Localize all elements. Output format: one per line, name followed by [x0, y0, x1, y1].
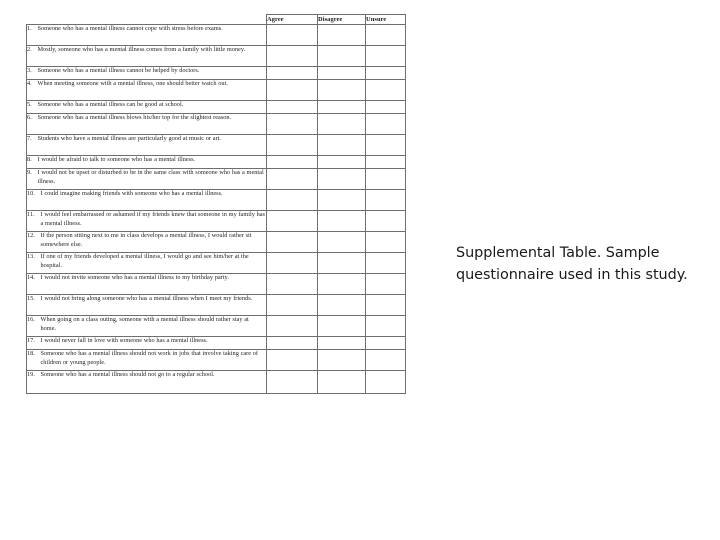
answer-cell-agree[interactable] [267, 274, 318, 295]
item-statement: Someone who has a mental illness cannot be helped by doctors. [37, 67, 200, 74]
answer-cell-disagree[interactable] [318, 190, 366, 211]
answer-cell-unsure[interactable] [366, 253, 406, 274]
answer-cell-agree[interactable] [267, 371, 318, 394]
answer-cell-agree[interactable] [267, 25, 318, 46]
item-number: 9. [27, 169, 32, 176]
answer-cell-unsure[interactable] [366, 114, 406, 135]
answer-cell-disagree[interactable] [318, 350, 366, 371]
answer-cell-agree[interactable] [267, 67, 318, 80]
questionnaire-item-cell [27, 274, 267, 295]
answer-cell-unsure[interactable] [366, 169, 406, 190]
answer-cell-disagree[interactable] [318, 371, 366, 394]
item-statement: Someone who has a mental illness should not go to a regular school. [40, 371, 215, 378]
item-statement: I could imagine making friends with someone who has a mental illness. [40, 190, 223, 197]
answer-cell-agree[interactable] [267, 190, 318, 211]
table-row [27, 80, 406, 101]
questionnaire-item-cell [27, 371, 267, 394]
questionnaire-item-cell [27, 25, 267, 46]
table-row [27, 316, 406, 337]
answer-cell-agree[interactable] [267, 337, 318, 350]
item-statement: Someone who has a mental illness blows his/her top for the slightest reason. [37, 114, 232, 121]
table-row [27, 135, 406, 156]
item-number: 16. [27, 316, 35, 323]
table-row [27, 190, 406, 211]
answer-cell-disagree[interactable] [318, 316, 366, 337]
answer-cell-agree[interactable] [267, 156, 318, 169]
questionnaire-item-cell [27, 135, 267, 156]
item-statement: When meeting someone with a mental illness, one should better watch out. [37, 80, 228, 87]
answer-cell-unsure[interactable] [366, 371, 406, 394]
answer-cell-unsure[interactable] [366, 46, 406, 67]
item-statement: If one of my friends developed a mental illness, I would go and see him/her at the hospital. [40, 253, 249, 269]
answer-cell-disagree[interactable] [318, 156, 366, 169]
item-statement: I would not invite someone who has a mental illness to my birthday party. [40, 274, 229, 281]
answer-cell-unsure[interactable] [366, 295, 406, 316]
answer-cell-unsure[interactable] [366, 274, 406, 295]
item-statement: Students who have a mental illness are particularly good at music or art. [37, 135, 221, 142]
item-statement: Someone who has a mental illness should not work in jobs that involve taking care of children or young people. [40, 350, 259, 366]
questionnaire-item-cell [27, 232, 267, 253]
answer-cell-agree[interactable] [267, 101, 318, 114]
answer-cell-agree[interactable] [267, 295, 318, 316]
item-number: 10. [27, 190, 35, 197]
table-header-row [27, 15, 406, 25]
column-header-unsure: Unsure [366, 15, 406, 25]
answer-cell-agree[interactable] [267, 114, 318, 135]
item-statement: If the person sitting next to me in class develops a mental illness, I would rather sit somewhere else. [40, 232, 252, 248]
item-statement: I would not be upset or disturbed to be in the same class with someone who has a mental illness. [37, 169, 264, 185]
item-number: 2. [27, 46, 32, 53]
answer-cell-disagree[interactable] [318, 135, 366, 156]
answer-cell-unsure[interactable] [366, 232, 406, 253]
item-statement: I would feel embarrassed or ashamed if my friends knew that someone in my family has a mental illness. [40, 211, 266, 227]
table-row [27, 350, 406, 371]
answer-cell-disagree[interactable] [318, 67, 366, 80]
questionnaire-item-cell [27, 190, 267, 211]
table-row [27, 253, 406, 274]
table-row [27, 371, 406, 394]
item-number: 8. [27, 156, 32, 163]
questionnaire-item-cell [27, 80, 267, 101]
column-header-agree: Agree [267, 15, 318, 25]
answer-cell-disagree[interactable] [318, 232, 366, 253]
figure-caption: Supplemental Table. Sample questionnaire used in this study. [456, 245, 688, 283]
item-number: 18. [27, 350, 35, 357]
item-statement: I would be afraid to talk to someone who has a mental illness. [37, 156, 196, 163]
item-number: 7. [27, 135, 32, 142]
item-number: 3. [27, 67, 32, 74]
questionnaire-item-cell [27, 316, 267, 337]
answer-cell-unsure[interactable] [366, 337, 406, 350]
questionnaire-item-cell [27, 67, 267, 80]
questionnaire-item-cell [27, 253, 267, 274]
answer-cell-unsure[interactable] [366, 101, 406, 114]
item-statement: Mostly, someone who has a mental illness comes from a family with little money. [37, 46, 246, 53]
answer-cell-disagree[interactable] [318, 274, 366, 295]
questionnaire-item-cell [27, 169, 267, 190]
table-row [27, 232, 406, 253]
answer-cell-agree[interactable] [267, 80, 318, 101]
item-number: 15. [27, 295, 35, 302]
item-number: 12. [27, 232, 35, 239]
item-number: 11. [27, 211, 35, 218]
questionnaire-item-cell [27, 46, 267, 67]
questionnaire-item-cell [27, 295, 267, 316]
answer-cell-unsure[interactable] [366, 316, 406, 337]
column-header-disagree: Disagree [318, 15, 366, 25]
table-row [27, 114, 406, 135]
answer-cell-disagree[interactable] [318, 114, 366, 135]
answer-cell-agree[interactable] [267, 169, 318, 190]
item-number: 6. [27, 114, 32, 121]
table-body [27, 25, 406, 394]
table-row [27, 337, 406, 350]
answer-cell-unsure[interactable] [366, 135, 406, 156]
answer-cell-disagree[interactable] [318, 101, 366, 114]
answer-cell-unsure[interactable] [366, 67, 406, 80]
answer-cell-disagree[interactable] [318, 253, 366, 274]
item-number: 5. [27, 101, 32, 108]
column-header-item [27, 15, 267, 25]
item-statement: Someone who has a mental illness can be good at school. [37, 101, 184, 108]
answer-cell-unsure[interactable] [366, 190, 406, 211]
answer-cell-unsure[interactable] [366, 211, 406, 232]
table-row [27, 67, 406, 80]
answer-cell-agree[interactable] [267, 46, 318, 67]
answer-cell-unsure[interactable] [366, 25, 406, 46]
questionnaire-item-cell [27, 114, 267, 135]
table-row [27, 156, 406, 169]
answer-cell-disagree[interactable] [318, 46, 366, 67]
item-statement: I would never fall in love with someone who has a mental illness. [40, 337, 208, 344]
item-statement: When going on a class outing, someone with a mental illness should rather stay at home. [40, 316, 249, 332]
answer-cell-agree[interactable] [267, 135, 318, 156]
questionnaire-item-cell [27, 156, 267, 169]
answer-cell-disagree[interactable] [318, 169, 366, 190]
sample-questionnaire-table [26, 14, 406, 394]
questionnaire-item-cell [27, 350, 267, 371]
answer-cell-disagree[interactable] [318, 25, 366, 46]
answer-cell-agree[interactable] [267, 232, 318, 253]
table-row [27, 274, 406, 295]
item-number: 19. [27, 371, 35, 378]
table-row [27, 101, 406, 114]
answer-cell-disagree[interactable] [318, 80, 366, 101]
answer-cell-agree[interactable] [267, 211, 318, 232]
item-number: 13. [27, 253, 35, 260]
table-row [27, 25, 406, 46]
item-number: 14. [27, 274, 35, 281]
table-row [27, 211, 406, 232]
table-row [27, 169, 406, 190]
item-number: 1. [27, 25, 32, 32]
answer-cell-unsure[interactable] [366, 156, 406, 169]
questionnaire-item-cell [27, 101, 267, 114]
answer-cell-unsure[interactable] [366, 350, 406, 371]
answer-cell-agree[interactable] [267, 253, 318, 274]
questionnaire-item-cell [27, 337, 267, 350]
answer-cell-disagree[interactable] [318, 337, 366, 350]
answer-cell-disagree[interactable] [318, 295, 366, 316]
table-row [27, 295, 406, 316]
answer-cell-unsure[interactable] [366, 80, 406, 101]
table-row [27, 46, 406, 67]
item-number: 4. [27, 80, 32, 87]
item-statement: I would not bring along someone who has a mental illness when I meet my friends. [40, 295, 253, 302]
item-statement: Someone who has a mental illness cannot cope with stress before exams. [37, 25, 223, 32]
answer-cell-disagree[interactable] [318, 211, 366, 232]
answer-cell-agree[interactable] [267, 350, 318, 371]
questionnaire-table-container [26, 14, 405, 394]
item-number: 17. [27, 337, 35, 344]
answer-cell-agree[interactable] [267, 316, 318, 337]
table-header [27, 15, 406, 25]
questionnaire-item-cell [27, 211, 267, 232]
